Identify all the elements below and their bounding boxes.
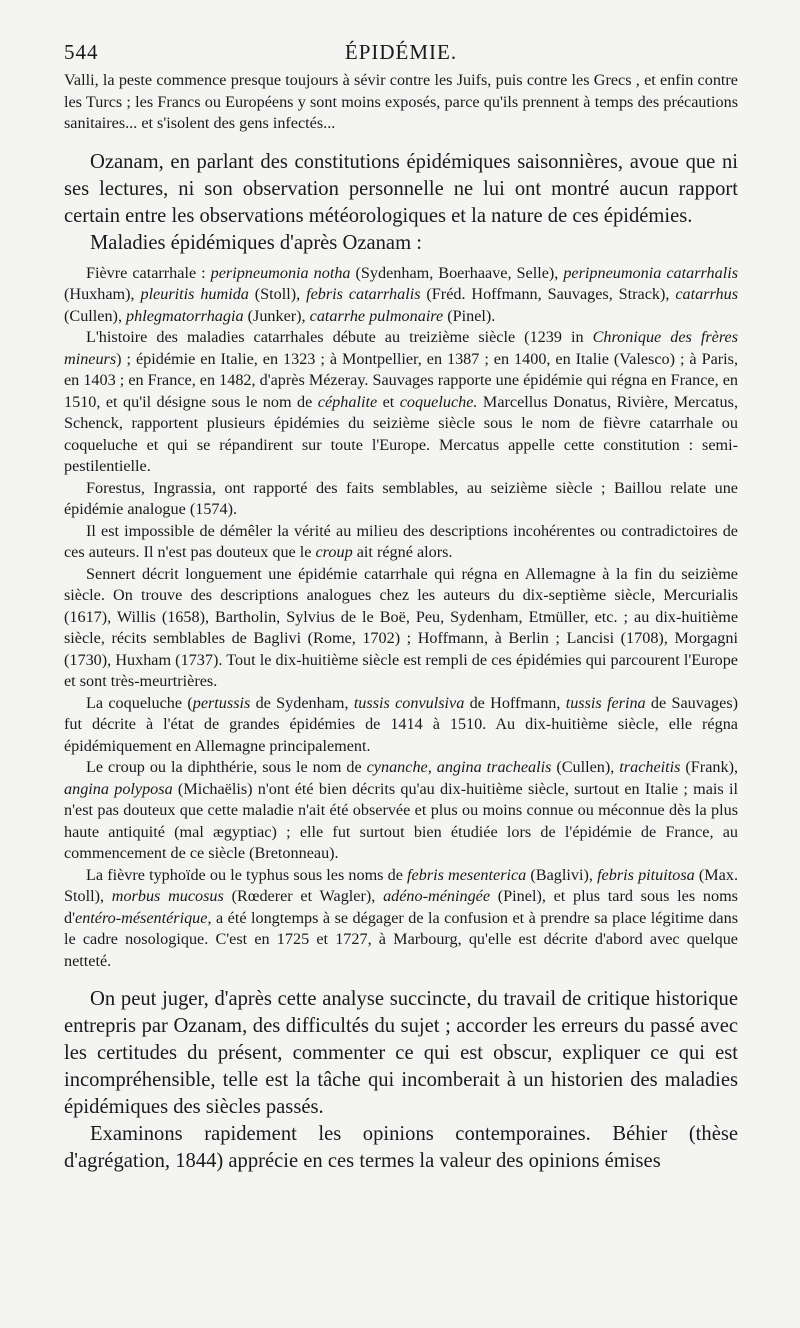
paragraph-impossible: Il est impossible de démêler la vérité au milieu des descriptions incohérentes ou contradictoires de ces auteurs. Il n'est pas douteux que le croup ait régné alors. [64,521,738,561]
page [64,40,738,1175]
paragraph-forestus: Forestus, Ingrassia, ont rapporté des faits semblables, au seizième siècle ; Baillou relate une épidémie analogue (1574). [64,478,738,518]
paragraph-ozanam: Ozanam, en parlant des constitutions épidémiques saisonnières, avoue que ni ses lectures, ni son observation personnelle ne lui ont montré aucun rapport certain entre les observations météorologiques et la nature de ces épidémies. [64,150,738,227]
running-title: ÉPIDÉMIE. [344,40,458,64]
paragraph-typhoide: La fièvre typhoïde ou le typhus sous les noms de febris mesenterica (Baglivi), febris pituitosa (Max. Stoll), morbus mucosus (Rœderer et Wagler), adéno-méningée (Pinel), et plus tard sous les noms d'entéro-mésentérique, a été longtemps à se dégager de la confusion et à prendre sa place légitime dans le cadre nosologique. C'est en 1725 et 1727, à Marbourg, qu'elle est décrite d'abord avec quelque netteté. [64,865,738,970]
paragraph-histoire: L'histoire des maladies catarrhales débute au treizième siècle (1239 in Chronique des frères mineurs) ; épidémie en Italie, en 1323 ; à Montpellier, en 1387 ; en 1400, en Italie (Valesco) ; à Paris, en 1403 ; en France, en 1482, d'après Mézeray. Sauvages rapporte une épidémie qui régna en France, en 1510, et qu'il désigne sous le nom de céphalite et coqueluche. Marcellus Donatus, Rivière, Mercatus, Schenck, rapportent plusieurs épidémies du seizième siècle sous le nom de fièvre catarrhale ou coqueluche et qui se répandirent sur toute l'Europe. Mercatus appelle cette constitution : semi-pestilentielle. [64,328,738,475]
paragraph-croup: Le croup ou la diphthérie, sous le nom de cynanche, angina trachealis (Cullen), tracheitis (Frank), angina polyposa (Michaëlis) n'ont été bien décrits qu'au dix-huitième siècle, surtout en Italie ; mais il n'est pas douteux que cette maladie n'ait été observée et plus ou moins connue ou méconnue dès la plus haute antiquité (mal ægyptiac) ; elle fut surtout bien étudiée lors de l'épidémie de France, au commencement de ce siècle (Bretonneau). [64,758,739,862]
paragraph-coqueluche: La coqueluche (pertussis de Sydenham, tussis convulsiva de Hoffmann, tussis ferina de Sauvages) fut décrite à l'état de grandes épidémies de 1414 à 1510. Au dix-huitième siècle, elle régna épidémiquement en Allemagne principalement. [64,693,739,755]
paragraph-sennert: Sennert décrit longuement une épidémie catarrhale qui régna en Allemagne à la fin du seizième siècle. On trouve des descriptions analogues chez les auteurs du dix-septième siècle, Mercurialis (1617), Willis (1658), Bartholin, Sylvius de le Boë, Peu, Sydenham, Etmüller, etc. ; au dix-huitième siècle, récits semblables de Baglivi (Rome, 1702) ; Hoffmann, à Berlin ; Lancisi (1708), Morgagni (1730), Huxham (1737). Tout le dix-huitième siècle est rempli de ces épidémies qui parcourent l'Europe et sont très-meurtrières. [64,564,738,690]
page-number: 544 [64,40,99,64]
paragraph-valli: Valli, la peste commence presque toujours à sévir contre les Juifs, puis contre les Grecs , et enfin contre les Turcs ; les Francs ou Européens y sont moins exposés, parce qu'ils prennent à temps des précautions sanitaires... et s'isolent des gens infectés... [64,71,738,132]
paragraph-juger: On peut juger, d'après cette analyse succincte, du travail de critique historique entrepris par Ozanam, des difficultés du sujet ; accorder les erreurs du passé avec les certitudes du présent, commenter ce qui est obscur, expliquer ce qui est incompréhensible, telle est la tâche qui incomberait à un historien des maladies épidémiques des siècles passés. [64,988,738,1118]
running-head [64,40,738,70]
section-heading: Maladies épidémiques d'après Ozanam : [90,231,422,254]
paragraph-fievre-catarrhale: Fièvre catarrhale : peripneumonia notha (Sydenham, Boerhaave, Selle), peripneumonia catarrhalis (Huxham), pleuritis humida (Stoll), febris catarrhalis (Fréd. Hoffmann, Sauvages, Strack), catarrhus (Cullen), phlegmatorrhagia (Junker), catarrhe pulmonaire (Pinel). [64,263,739,325]
paragraph-examinons: Examinons rapidement les opinions contemporaines. Béhier (thèse d'agrégation, 1844) apprécie en ces termes la valeur des opinions émises [64,1123,738,1172]
